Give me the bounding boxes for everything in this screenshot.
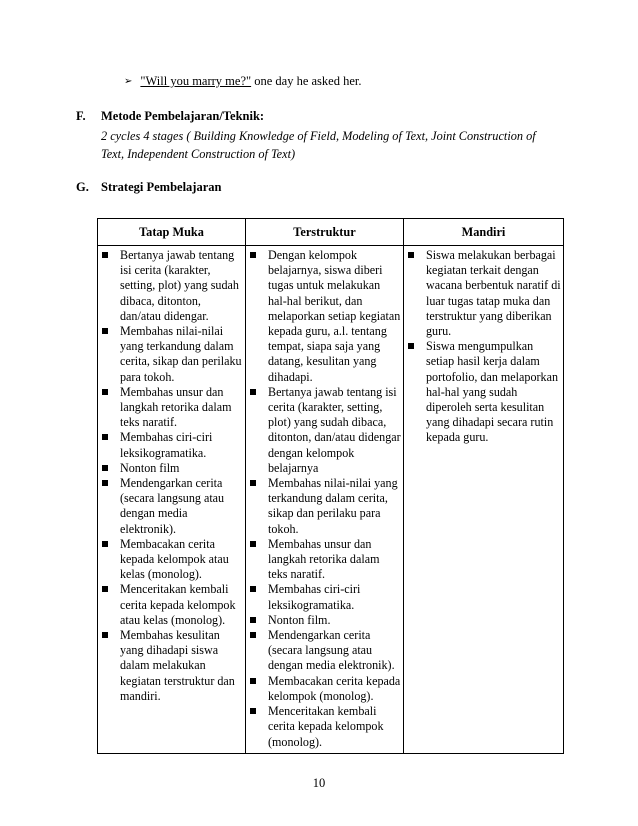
list-item: [98, 385, 245, 431]
square-bullet-icon: [250, 541, 256, 547]
header-tatap-muka: Tatap Muka: [98, 219, 246, 246]
list-item-text: Membahas kesulitan yang dihadapi siswa dalam melakukan kegiatan terstruktur dan mandiri.: [120, 628, 235, 703]
list-item: [246, 537, 403, 583]
page-number: 10: [312, 776, 326, 790]
list-item-text: Menceritakan kembali cerita kepada kelompok (monolog).: [268, 704, 384, 749]
top-bullet: [124, 74, 362, 89]
section-f-title: Metode Pembelajaran/Teknik:: [101, 109, 265, 123]
list-item: [98, 324, 245, 385]
section-f-body: 2 cycles 4 stages ( Building Knowledge of Field, Modeling of Text, Joint Construction of Text, Independent Construction of Text): [101, 129, 536, 161]
list-item-text: Menceritakan kembali cerita kepada kelompok atau kelas (monolog).: [120, 582, 236, 627]
square-bullet-icon: [102, 586, 108, 592]
square-bullet-icon: [250, 708, 256, 714]
list-item-text: Siswa melakukan berbagai kegiatan terkait dengan wacana berbentuk naratif di luar tugas tatap muka dan terstruktur yang diberikan guru.: [426, 248, 561, 339]
cell-terstruktur: [246, 246, 404, 754]
square-bullet-icon: [408, 343, 414, 349]
list-item-text: Nonton film.: [268, 612, 331, 627]
list-item-text: Mendengarkan cerita (secara langsung atau dengan media elektronik).: [120, 476, 225, 536]
square-bullet-icon: [102, 389, 108, 395]
square-bullet-icon: [250, 678, 256, 684]
list-item: [246, 385, 403, 476]
header-mandiri: Mandiri: [404, 219, 564, 246]
square-bullet-icon: [102, 632, 108, 638]
list-item: [98, 628, 245, 704]
list-item: [404, 248, 563, 339]
list-item-text: Bertanya jawab tentang isi cerita (karakter, setting, plot) yang sudah dibaca, ditonton, dan/atau didengar.: [120, 248, 239, 323]
square-bullet-icon: [102, 328, 108, 334]
list-item-text: Siswa mengumpulkan setiap hasil kerja dalam portofolio, dan melaporkan hal-hal yang sudah diperoleh serta kesulitan yang dihadapi secara rutin kepada guru.: [426, 339, 558, 445]
list-item: [98, 476, 245, 537]
square-bullet-icon: [102, 252, 108, 258]
quote-rest: one day he asked her.: [251, 74, 362, 88]
list-item: [246, 704, 403, 750]
list-item-text: Membacakan cerita kepada kelompok atau kelas (monolog).: [120, 536, 229, 582]
square-bullet-icon: [102, 434, 108, 440]
arrow-bullet-icon: ➢: [124, 76, 133, 87]
square-bullet-icon: [408, 252, 414, 258]
list-item: [98, 248, 245, 324]
square-bullet-icon: [250, 480, 256, 486]
strategy-table: [97, 218, 564, 754]
list-item-text: Membahas unsur dan langkah retorika dalam teks naratif.: [120, 384, 232, 430]
cell-tatap-muka: [98, 246, 246, 754]
cell-mandiri: [404, 246, 564, 754]
list-item: [246, 248, 403, 385]
square-bullet-icon: [250, 252, 256, 258]
list-item-text: Membahas nilai-nilai yang terkandung dalam cerita, sikap dan perilaku para tokoh.: [268, 476, 398, 536]
list-item: [246, 582, 403, 612]
list-item-text: Bertanya jawab tentang isi cerita (karakter, setting, plot) yang sudah dibaca, ditonton, dan/atau didengar dengan kelompok belajarnya: [268, 384, 401, 475]
list-item-text: Membahas ciri-ciri leksikogramatika.: [268, 582, 361, 612]
square-bullet-icon: [102, 480, 108, 486]
square-bullet-icon: [250, 617, 256, 623]
square-bullet-icon: [250, 389, 256, 395]
list-item-text: Dengan kelompok belajarnya, siswa diberi tugas untuk melakukan hal-hal berikut, dan melaporkan setiap kegiatan kepada guru, a.l. tentang tempat, siapa saja yang datang, kesulitan yang dihadapi.: [268, 248, 401, 384]
list-item: [246, 613, 403, 628]
section-g-letter: G.: [76, 180, 89, 194]
list-item-text: Membahas ciri-ciri leksikogramatika.: [120, 430, 213, 460]
list-item-text: Nonton film: [120, 460, 180, 475]
list-item: [246, 476, 403, 537]
list-item: [98, 537, 245, 583]
list-item: [98, 461, 245, 476]
list-item: [98, 430, 245, 460]
list-item-text: Membahas unsur dan langkah retorika dalam teks naratif.: [268, 536, 380, 582]
list-item-text: Mendengarkan cerita (secara langsung atau dengan media elektronik).: [268, 628, 395, 673]
square-bullet-icon: [250, 632, 256, 638]
list-item: [98, 582, 245, 628]
table-header-row: [98, 219, 564, 246]
list-item: [246, 628, 403, 674]
section-f-letter: F.: [76, 109, 86, 123]
header-terstruktur: Terstruktur: [246, 219, 404, 246]
square-bullet-icon: [102, 541, 108, 547]
quote-text: "Will you marry me?": [140, 74, 252, 88]
section-g-title: Strategi Pembelajaran: [101, 180, 222, 194]
list-item-text: Membacakan cerita kepada kelompok (monolog).: [268, 673, 401, 703]
list-item: [404, 339, 563, 445]
list-item: [246, 674, 403, 704]
table-body-row: [98, 246, 564, 754]
list-item-text: Membahas nilai-nilai yang terkandung dalam cerita, sikap dan perilaku para tokoh.: [120, 324, 242, 384]
square-bullet-icon: [102, 465, 108, 471]
square-bullet-icon: [250, 586, 256, 592]
